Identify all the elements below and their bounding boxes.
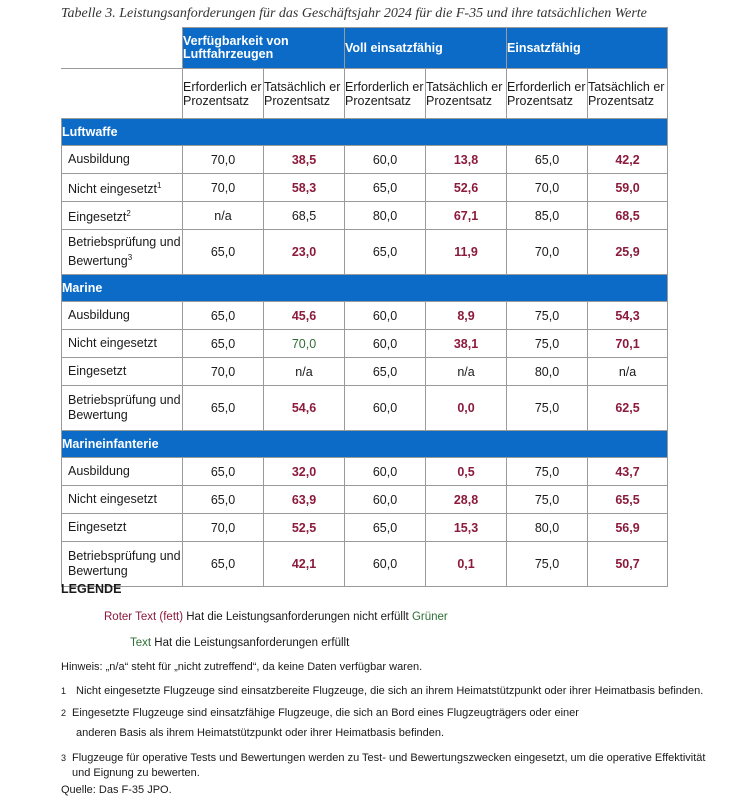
required-value-cell: 65,0 [183,386,264,431]
legend-green-label: Grüner [411,611,448,623]
actual-value-cell: 50,7 [588,542,668,587]
actual-value-cell: 62,5 [588,386,668,431]
row-label-text: Eingesetzt [68,520,127,534]
required-value-cell: 65,0 [345,230,426,275]
group-header-fully-mission-capable: Voll einsatzfähig [345,28,507,69]
row-label-text: Betriebsprüfung und Bewertung [68,234,181,269]
table-caption: Tabelle 3. Leistungsanforderungen für das Geschäftsjahr 2024 für die F-35 und ihre tatsächlichen Werte [61,6,647,21]
required-value-cell: 75,0 [507,542,588,587]
required-value-cell: 65,0 [183,542,264,587]
actual-value-cell: 52,5 [264,514,345,542]
sub-header-actual: Tatsächlich er Prozentsatz [426,69,507,119]
sub-header-required: Erforderlich er Prozentsatz [507,69,588,119]
required-value-cell: 60,0 [345,330,426,358]
row-label-text: Ausbildung [68,308,130,322]
required-value-cell: 85,0 [507,202,588,230]
section-title: Luftwaffe [62,119,668,146]
required-value-cell: 60,0 [345,302,426,330]
section-row-marine [62,275,668,302]
footnote-1-text: Nicht eingesetzte Flugzeuge sind einsatzbereite Flugzeuge, die sich an ihrem Heimatstützpunkt oder ihrer Heimatbasis befinden. [76,685,704,697]
footnote-1 [61,683,721,701]
required-value-cell: 60,0 [345,486,426,514]
required-value-cell: n/a [183,202,264,230]
section-title: Marine [62,275,668,302]
required-value-cell: 70,0 [183,174,264,202]
footnote-1-marker: 1 [61,686,67,696]
footnote-2 [61,705,721,743]
legend-green-desc: Hat die Leistungsanforderungen erfüllt [154,637,350,649]
required-value-cell: 60,0 [345,542,426,587]
row-label [62,174,183,202]
section-title: Marineinfanterie [62,431,668,458]
legend-red-label: Roter Text (fett) [104,611,184,623]
required-value-cell: 80,0 [507,514,588,542]
required-value-cell: 70,0 [507,174,588,202]
actual-value-cell: 58,3 [264,174,345,202]
table-row [62,330,668,358]
footnote-marker: 1 [156,180,162,190]
required-value-cell: 65,0 [183,330,264,358]
row-label-text: Nicht eingesetzt [68,336,157,350]
table-row [62,230,668,275]
actual-value-cell: 0,0 [426,386,507,431]
required-value-cell: 70,0 [507,230,588,275]
required-value-cell: 60,0 [345,386,426,431]
hint-note: Hinweis: „n/a“ steht für „nicht zutreffend“, da keine Daten verfügbar waren. [61,661,423,673]
row-label-text: Eingesetzt [68,210,127,225]
header-corner [62,28,183,69]
legend-red-desc: Hat die Leistungsanforderungen nicht erfüllt [186,611,409,623]
table-row [62,486,668,514]
required-value-cell: 65,0 [507,146,588,174]
actual-value-cell: 25,9 [588,230,668,275]
required-value-cell: 65,0 [183,230,264,275]
required-value-cell: 70,0 [183,514,264,542]
actual-value-cell: 42,1 [264,542,345,587]
required-value-cell: 65,0 [183,458,264,486]
legend-title: LEGENDE [61,582,122,596]
actual-value-cell: 8,9 [426,302,507,330]
actual-value-cell: 68,5 [588,202,668,230]
footnote-marker: 3 [127,252,133,262]
sub-header-required: Erforderlich er Prozentsatz [345,69,426,119]
row-label-text: Nicht eingesetzt [68,492,157,506]
required-value-cell: 65,0 [345,174,426,202]
actual-value-cell: n/a [264,358,345,386]
table-row [62,386,668,431]
legend-line-1 [104,611,448,623]
group-header-row [62,28,668,69]
actual-value-cell: 70,1 [588,330,668,358]
group-header-availability: Verfügbarkeit von Luftfahrzeugen [183,28,345,69]
actual-value-cell: 54,3 [588,302,668,330]
row-label-text: Eingesetzt [68,364,127,378]
actual-value-cell: 0,1 [426,542,507,587]
table-row [62,202,668,230]
required-value-cell: 65,0 [345,514,426,542]
table-row [62,146,668,174]
row-label [62,330,183,358]
actual-value-cell: 56,9 [588,514,668,542]
section-row-marineinfanterie [62,431,668,458]
required-value-cell: 80,0 [345,202,426,230]
row-label [62,146,183,174]
required-value-cell: 60,0 [345,458,426,486]
actual-value-cell: 42,2 [588,146,668,174]
footnote-2-line-2: anderen Basis als ihrem Heimatstützpunkt oder ihrer Heimatbasis befinden. [76,727,445,739]
row-label-text: Ausbildung [68,464,130,478]
actual-value-cell: 38,5 [264,146,345,174]
required-value-cell: 75,0 [507,386,588,431]
row-label [62,542,183,587]
actual-value-cell: 68,5 [264,202,345,230]
table-row [62,302,668,330]
row-label [62,230,183,275]
actual-value-cell: n/a [426,358,507,386]
source-note: Quelle: Das F-35 JPO. [61,784,172,796]
row-label [62,458,183,486]
actual-value-cell: 13,8 [426,146,507,174]
row-label-text: Betriebsprüfung und Bewertung [68,393,181,422]
section-row-luftwaffe [62,119,668,146]
row-label [62,202,183,230]
table-row [62,514,668,542]
required-value-cell: 65,0 [183,486,264,514]
footnote-3 [61,750,729,788]
required-value-cell: 65,0 [183,302,264,330]
footnote-3-line-1: Flugzeuge für operative Tests und Bewertungen werden zu Test- und Bewertungszwecken eingesetzt, um die operative Effektivität [72,752,706,764]
row-label-text: Nicht eingesetzt [68,182,157,197]
actual-value-cell: 28,8 [426,486,507,514]
actual-value-cell: 43,7 [588,458,668,486]
actual-value-cell: 11,9 [426,230,507,275]
row-label [62,386,183,431]
footnote-3-marker: 3 [61,753,67,763]
sub-header-actual: Tatsächlich er Prozentsatz [264,69,345,119]
required-value-cell: 70,0 [183,146,264,174]
required-value-cell: 75,0 [507,486,588,514]
required-value-cell: 75,0 [507,302,588,330]
required-value-cell: 80,0 [507,358,588,386]
required-value-cell: 75,0 [507,458,588,486]
actual-value-cell: 65,5 [588,486,668,514]
actual-value-cell: 23,0 [264,230,345,275]
required-value-cell: 60,0 [345,146,426,174]
sub-header-row [62,69,668,119]
legend-line-2 [130,637,349,649]
actual-value-cell: 59,0 [588,174,668,202]
table-row [62,358,668,386]
footnote-marker: 2 [126,208,131,218]
sub-header-required: Erforderlich er Prozentsatz [183,69,264,119]
actual-value-cell: 45,6 [264,302,345,330]
required-value-cell: 65,0 [345,358,426,386]
footnote-3-line-2: und Eignung zu bewerten. [72,767,200,779]
actual-value-cell: 0,5 [426,458,507,486]
performance-table [61,27,668,587]
footnote-2-line-1: Eingesetzte Flugzeuge sind einsatzfähige Flugzeuge, die sich an Bord eines Flugzeugträgers oder einer [72,707,579,719]
row-label [62,514,183,542]
table-row [62,174,668,202]
actual-value-cell: 32,0 [264,458,345,486]
group-header-mission-capable: Einsatzfähig [507,28,668,69]
required-value-cell: 75,0 [507,330,588,358]
row-label [62,486,183,514]
actual-value-cell: 15,3 [426,514,507,542]
sub-header-corner [62,69,183,119]
actual-value-cell: 38,1 [426,330,507,358]
actual-value-cell: 67,1 [426,202,507,230]
actual-value-cell: 70,0 [264,330,345,358]
legend-green-label-2: Text [130,637,152,649]
row-label [62,358,183,386]
actual-value-cell: 54,6 [264,386,345,431]
row-label [62,302,183,330]
footnote-2-marker: 2 [61,708,67,718]
actual-value-cell: 52,6 [426,174,507,202]
row-label-text: Ausbildung [68,152,130,166]
required-value-cell: 70,0 [183,358,264,386]
actual-value-cell: n/a [588,358,668,386]
actual-value-cell: 63,9 [264,486,345,514]
table-row [62,458,668,486]
table-row [62,542,668,587]
sub-header-actual: Tatsächlich er Prozentsatz [588,69,668,119]
row-label-text: Betriebsprüfung und Bewertung [68,549,181,578]
